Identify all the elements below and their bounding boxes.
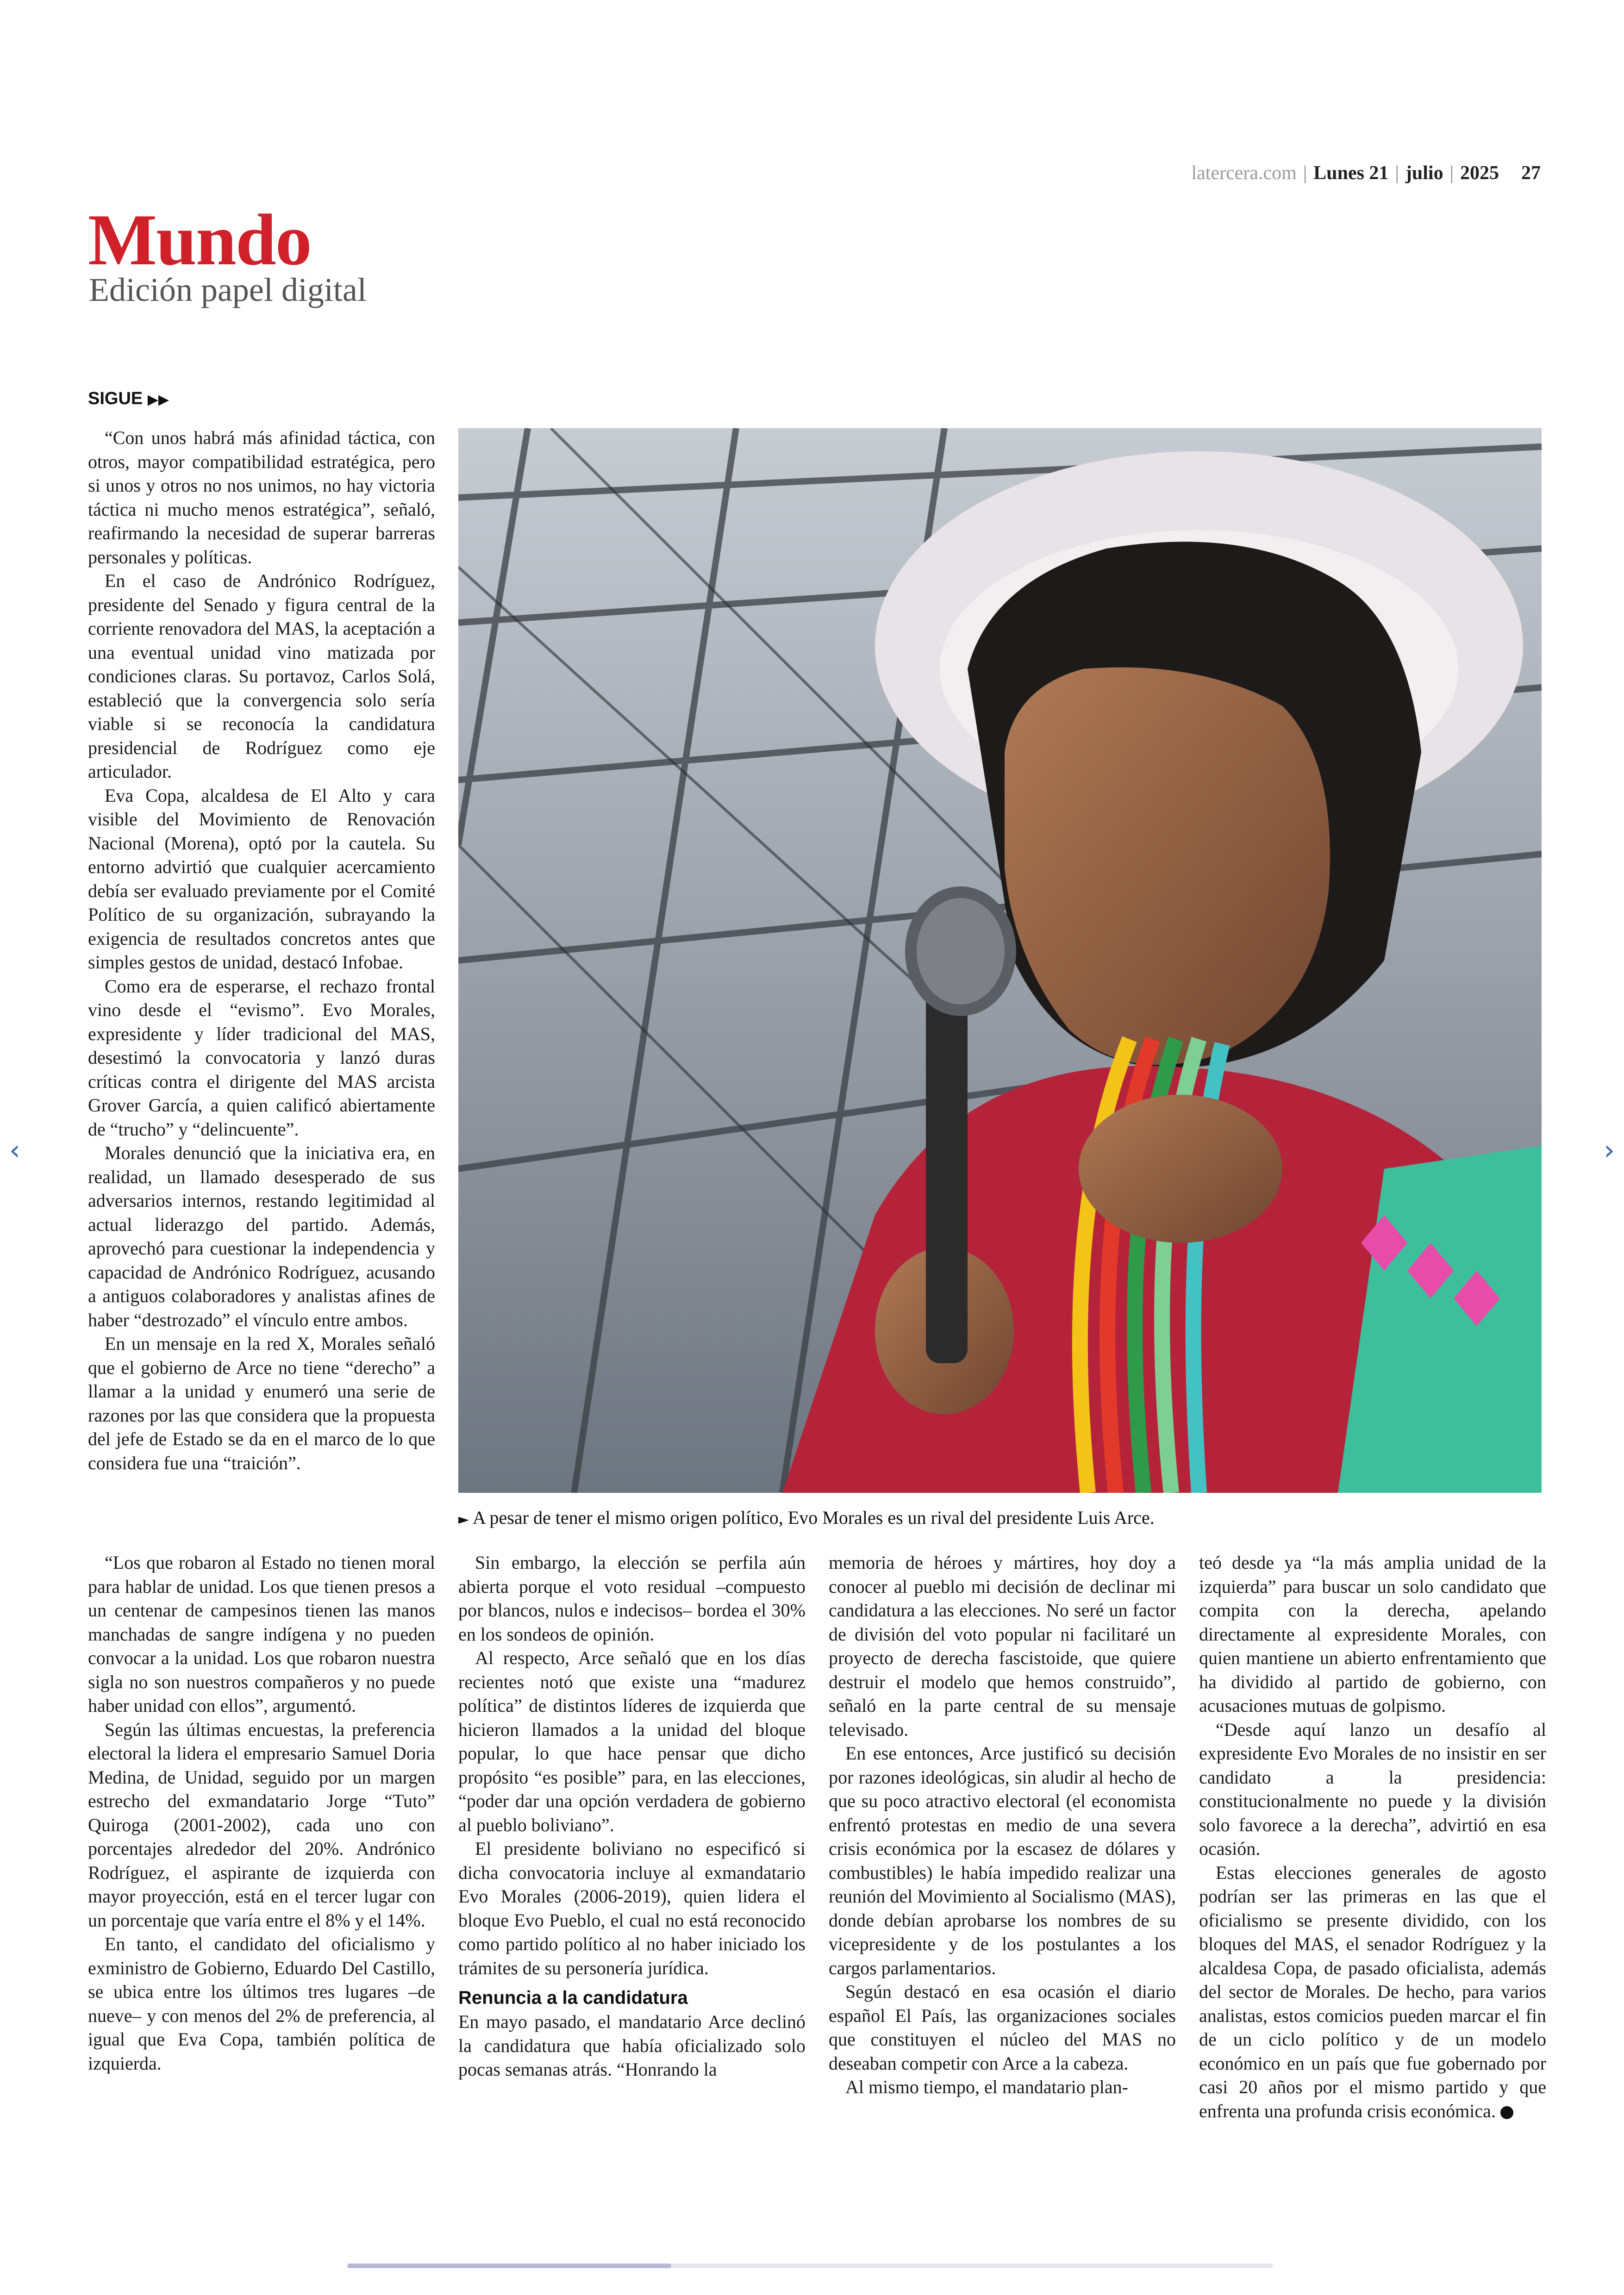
section-title: Mundo [88,200,311,281]
paragraph: “Desde aquí lanzo un desafío al expresidente Evo Morales de no insistir en ser candidato a la presidencia: constitucionalmente no puede y la división solo favorece a la derecha”, advirtió en esa ocasión. [1199,1719,1546,1859]
separator: | [1395,162,1399,184]
double-play-icon: ▶▶ [147,392,169,408]
section-subtitle: Edición papel digital [89,271,367,308]
article-column-1-bottom [88,1551,435,2075]
photo-caption [458,1507,1542,1528]
article-column-1-top [88,426,435,1551]
paragraph: “Los que robaron al Estado no tienen moral para hablar de unidad. Los que tienen presos a un centenar de campesinos tienen las manos manchadas de sangre indígena y no pueden convocar a la unidad. Los que robaron nuestra sigla no son nuestros compañeros y no puede haber unidad con ellos”, argumentó. [88,1552,435,1716]
paragraph [1199,1861,1546,2123]
page-scrollbar[interactable] [347,2264,1273,2268]
paragraph-text: Estas elecciones generales de agosto podrían ser las primeras en las que el oficialismo se presente dividido, con los bloques del MAS, el senador Rodríguez y la alcaldesa Copa, de pasado oficialista, además del sector de Morales. De hecho, para varios analistas, estos comicios pueden marcar el fin de un ciclo político y de un modelo económico en un país que fue gobernado por casi 20 años por el mismo partido y que enfrenta una profunda crisis económica. [1199,1862,1546,2121]
header-year: 2025 [1460,162,1499,184]
separator: | [1449,162,1454,184]
article-column-4 [1199,1551,1546,2123]
paragraph: En el caso de Andrónico Rodríguez, presidente del Senado y figura central de la corriente renovadora del MAS, la aceptación a una eventual unidad vino matizada por condiciones claras. Su portavoz, Carlos Solá, estableció que la convergencia solo sería viable si se reconocía la candidatura presidencial de Rodríguez como eje articulador. [88,570,435,782]
photo-illustration [458,428,1542,1493]
paragraph: En tanto, el candidato del oficialismo y exministro de Gobierno, Eduardo Del Castillo, se ubica entre los últimos tres lugares –de nueve– y con menos del 2% de preferencia, al igual que Eva Copa, también política de izquierda. [88,1933,435,2074]
next-page-chevron-icon[interactable]: › [1604,1134,1615,1166]
subheading: Renuncia a la candidatura [458,1988,688,2008]
header-day: Lunes 21 [1313,162,1389,184]
sigue-text: SIGUE [88,389,143,408]
scrollbar-thumb[interactable] [347,2264,671,2268]
paragraph: Morales denunció que la iniciativa era, en realidad, un llamado desesperado de sus adversarios internos, restando legitimidad al actual liderazgo del partido. Además, aprovechó para cuestionar la independencia y capacidad de Andrónico Rodríguez, acusando a antiguos colaboradores y analistas afines de haber “destrozado” el vínculo entre ambos. [88,1142,435,1330]
paragraph: El presidente boliviano no especificó si dicha convocatoria incluye al exmandatario Evo Morales (2006-2019), quien lidera el bloque Evo Pueblo, el cual no está reconocido como partido político al no haber iniciado los trámites de su personería jurídica. [458,1838,806,1978]
separator: | [1303,162,1307,184]
paragraph: memoria de héroes y mártires, hoy doy a conocer al pueblo mi decisión de declinar mi candidatura a las elecciones. No seré un factor de división del voto popular ni facilitaré un proyecto de derecha fascistoide, que quiere destruir el modelo que hemos construido”, señaló en la parte central de su mensaje televisado. [829,1552,1176,1740]
article-column-3 [829,1551,1176,2099]
paragraph: En un mensaje en la red X, Morales señaló que el gobierno de Arce no tiene “derecho” a llamar a la unidad y enumeró una serie de razones por las que considera que la propuesta del jefe de Estado se da en el marco de lo que considera fue una “traición”. [88,1333,435,1473]
previous-page-chevron-icon[interactable]: ‹ [9,1134,20,1166]
paragraph: Al mismo tiempo, el mandatario plan- [845,2077,1128,2097]
paragraph: En mayo pasado, el mandatario Arce declinó la candidatura que había oficializado solo pocas semanas atrás. “Honrando la [458,2011,806,2080]
paragraph: Según las últimas encuestas, la preferencia electoral la lidera el empresario Samuel Doria Medina, de Unidad, seguido por un margen estrecho del exmandatario Jorge “Tuto” Quiroga (2001-2002), cada uno con porcentajes alrededor del 20%. Andrónico Rodríguez, el aspirante de izquierda con mayor proyección, está en el tercer lugar con un porcentaje que varía entre el 8% y el 14%. [88,1719,435,1931]
caption-text: A pesar de tener el mismo origen político, Evo Morales es un rival del presidente Luis Arce. [472,1507,1155,1528]
paragraph: “Con unos habrá más afinidad táctica, con otros, mayor compatibilidad estratégica, pero si unos y otros no nos unimos, no hay victoria táctica ni mucho menos estratégica”, señaló, reafirmando la necesidad de superar barreras personales y políticas. [88,427,435,568]
end-of-article-icon [1500,2106,1513,2119]
paragraph: Como era de esperarse, el rechazo frontal vino desde el “evismo”. Evo Morales, expresidente y líder tradicional del MAS, desestimó la convocatoria y lanzó duras críticas contra el dirigente del MAS arcista Grover García, a quien calificó abiertamente de “trucho” y “delincuente”. [88,975,435,1140]
header-month: julio [1405,162,1443,184]
article-photo [458,428,1542,1493]
paragraph: Según destacó en esa ocasión el diario español El País, las organizaciones sociales que constituyen el núcleo del MAS no deseaban competir con Arce a la cabeza. [829,1981,1176,2074]
paragraph: Al respecto, Arce señaló que en los días recientes notó que existe una “madurez política” de distintos líderes de izquierda que hicieron llamados a la unidad del bloque popular, lo que hace pensar que dicho propósito “es posible” para, en las elecciones, “poder dar una opción verdadera de gobierno al pueblo boliviano”. [458,1647,806,1835]
paragraph: Sin embargo, la elección se perfila aún abierta porque el voto residual –compuesto por blancos, nulos e indecisos– bordea el 30% en los sondeos de opinión. [458,1552,806,1645]
site-link[interactable]: latercera.com [1191,162,1297,184]
paragraph: En ese entonces, Arce justificó su decisión por razones ideológicas, sin aludir al hecho de que su poco atractivo electoral (el economista enfrentó protestas en medio de una severa crisis económica por la escasez de dólares y combustibles) le había impedido realizar una reunión del Movimiento al Socialismo (MAS), donde debían aprobarse los nombres de su vicepresidente y de los postulantes a los cargos parlamentarios. [829,1743,1176,1978]
paragraph: teó desde ya “la más amplia unidad de la izquierda” para buscar un solo candidato que compita con la derecha, apelando directamente al expresidente Morales, con quien mantiene un abierto enfrentamiento que ha dividido al partido de gobierno, con acusaciones mutuas de golpismo. [1199,1552,1546,1716]
paragraph: Eva Copa, alcaldesa de El Alto y cara visible del Movimiento de Renovación Nacional (Morena), optó por la cautela. Su entorno advirtió que cualquier acercamiento debía ser evaluado previamente por el Comité Político de su organización, subrayando la exigencia de resultados concretos antes que simples gestos de unidad, destacó Infobae. [88,785,435,973]
continues-label [88,389,169,409]
article-column-2 [458,1551,806,2082]
caption-arrow-icon: ► [458,1511,469,1528]
page-header-meta [1191,162,1541,184]
page-number: 27 [1521,162,1541,184]
